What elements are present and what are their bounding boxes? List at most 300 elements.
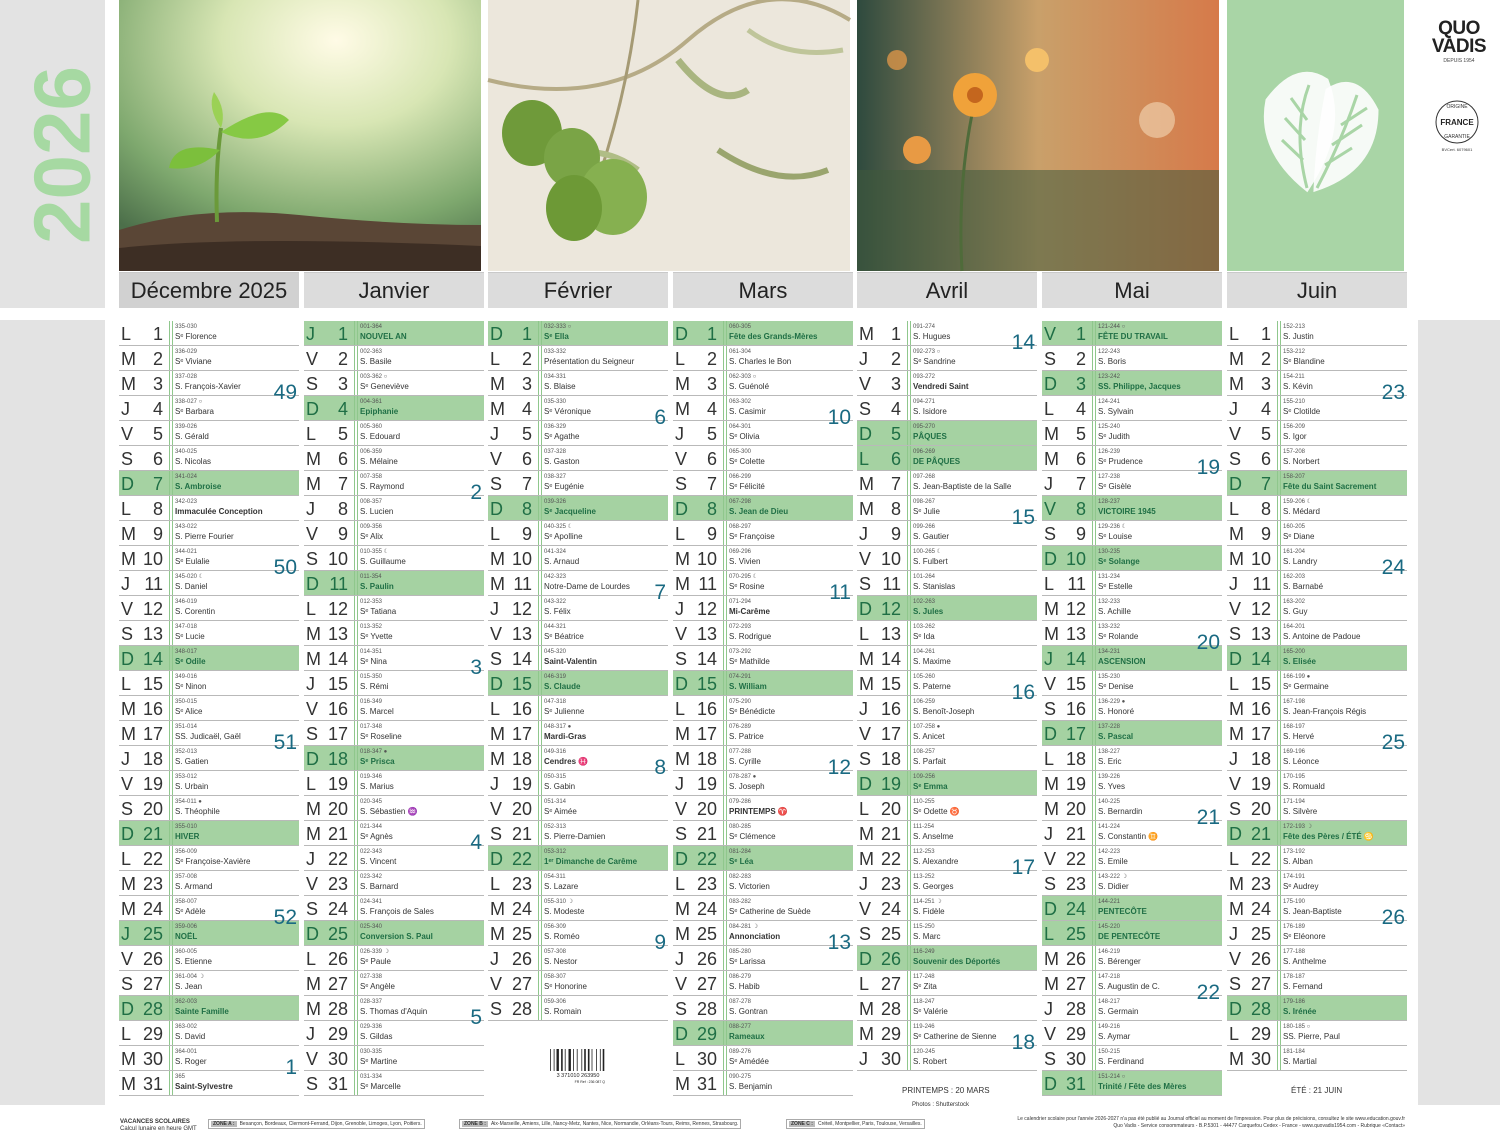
- saint-name: S. Barnard: [360, 882, 399, 891]
- saint-name: Sᵉ Estelle: [1098, 582, 1133, 591]
- row-separator: [1277, 971, 1281, 995]
- day-number: 6: [337, 449, 348, 469]
- day-of-year: 031-334: [360, 1074, 383, 1080]
- weekday-letter: D: [675, 499, 688, 519]
- day-of-year: 363-002: [175, 1024, 198, 1030]
- saint-name: S. Urbain: [175, 782, 209, 791]
- day-number: 14: [142, 649, 163, 669]
- day-row: [488, 971, 668, 996]
- weekday-letter: L: [1044, 399, 1055, 419]
- day-of-year: 155-210: [1283, 399, 1306, 405]
- weekday-letter: M: [675, 574, 690, 594]
- saint-name: S. Modeste: [544, 907, 585, 916]
- weekday-letter: L: [121, 499, 132, 519]
- day-number: 3: [706, 374, 717, 394]
- day-of-year: 035-330: [544, 399, 567, 405]
- day-row: [673, 321, 853, 346]
- zone-b-tag: ZONE B :: [464, 1121, 486, 1127]
- saint-name: ASCENSION: [1098, 657, 1146, 666]
- day-row: [119, 646, 299, 671]
- day-number: 5: [706, 424, 717, 444]
- day-number: 24: [696, 899, 717, 919]
- row-separator: [169, 746, 173, 770]
- row-separator: [354, 621, 358, 645]
- weekday-letter: V: [306, 699, 319, 719]
- day-of-year: 134-231: [1098, 649, 1121, 655]
- day-row: [304, 871, 484, 896]
- row-separator: [1092, 571, 1096, 595]
- day-number: 4: [1260, 399, 1271, 419]
- saint-name: S. Pascal: [1098, 732, 1134, 741]
- day-of-year: 104-261: [913, 649, 936, 655]
- row-separator: [354, 971, 358, 995]
- day-number: 30: [696, 1049, 717, 1069]
- day-of-year: 016-349: [360, 699, 383, 705]
- row-separator: [907, 571, 911, 595]
- weekday-letter: S: [675, 649, 688, 669]
- day-row: [673, 1071, 853, 1096]
- row-separator: [538, 596, 542, 620]
- weekday-letter: S: [675, 824, 688, 844]
- saint-name: NOËL: [175, 932, 198, 941]
- day-number: 10: [696, 549, 717, 569]
- day-row: [119, 696, 299, 721]
- week-number: 23: [1381, 381, 1405, 404]
- day-number: 18: [327, 749, 348, 769]
- saint-name: Sᵉ Angèle: [360, 982, 395, 991]
- day-row: [1227, 446, 1407, 471]
- day-of-year: 148-217: [1098, 999, 1121, 1005]
- saint-name: S. Justin: [1283, 332, 1314, 341]
- weekday-letter: S: [1229, 449, 1242, 469]
- day-row: [857, 321, 1037, 346]
- day-number: 31: [1065, 1074, 1086, 1094]
- row-separator: [354, 421, 358, 445]
- row-separator: [723, 346, 727, 370]
- saint-name: S. Roger: [175, 1057, 207, 1066]
- day-number: 17: [327, 724, 348, 744]
- day-number: 4: [521, 399, 532, 419]
- row-separator: [538, 971, 542, 995]
- day-number: 22: [1065, 849, 1086, 869]
- saint-name: S. Stanislas: [913, 582, 956, 591]
- saint-name: Trinité / Fête des Mères: [1098, 1082, 1187, 1091]
- saint-name: Sᵉ Odile: [175, 657, 206, 666]
- weekday-letter: M: [859, 324, 874, 344]
- row-separator: [538, 771, 542, 795]
- day-number: 27: [511, 974, 532, 994]
- day-row: [488, 796, 668, 821]
- row-separator: [907, 1046, 911, 1070]
- day-row: [673, 996, 853, 1021]
- day-row: [1042, 321, 1222, 346]
- day-row: [673, 796, 853, 821]
- day-of-year: 096-269: [913, 449, 936, 455]
- saint-name: Sᵉ Nina: [360, 657, 387, 666]
- weekday-letter: L: [859, 449, 870, 469]
- day-row: [1227, 921, 1407, 946]
- day-of-year: 077-288: [729, 749, 752, 755]
- weekday-letter: D: [306, 924, 319, 944]
- day-of-year: 050-315: [544, 774, 567, 780]
- day-row: [857, 696, 1037, 721]
- weekday-letter: M: [490, 374, 505, 394]
- day-row: [673, 671, 853, 696]
- saint-name: S. Rodrigue: [729, 632, 772, 641]
- row-separator: [538, 371, 542, 395]
- weekday-letter: V: [1044, 674, 1057, 694]
- row-separator: [538, 721, 542, 745]
- weekday-letter: L: [490, 349, 501, 369]
- day-number: 30: [880, 1049, 901, 1069]
- row-separator: [169, 571, 173, 595]
- day-row: [1042, 1021, 1222, 1046]
- day-of-year: 153-212: [1283, 349, 1306, 355]
- row-separator: [723, 446, 727, 470]
- row-separator: [169, 1071, 173, 1095]
- weekday-letter: L: [1044, 924, 1055, 944]
- day-row: [488, 646, 668, 671]
- row-separator: [1092, 446, 1096, 470]
- zone-c-tag: ZONE C :: [791, 1121, 813, 1127]
- row-separator: [1092, 921, 1096, 945]
- saint-name: Sᵉ Aimée: [544, 807, 577, 816]
- day-row: [488, 371, 668, 396]
- weekday-letter: D: [1229, 474, 1242, 494]
- weekday-letter: L: [1229, 499, 1240, 519]
- day-row: [857, 921, 1037, 946]
- weekday-letter: M: [1044, 449, 1059, 469]
- row-separator: [354, 1046, 358, 1070]
- row-separator: [169, 696, 173, 720]
- day-number: 6: [890, 449, 901, 469]
- season-spring: PRINTEMPS : 20 MARS: [902, 1086, 990, 1095]
- day-row: [673, 1021, 853, 1046]
- weekday-letter: J: [859, 874, 868, 894]
- row-separator: [1092, 896, 1096, 920]
- weekday-letter: J: [1044, 999, 1053, 1019]
- row-separator: [354, 446, 358, 470]
- weekday-letter: J: [121, 749, 130, 769]
- saint-name: Sᵉ Françoise-Xavière: [175, 857, 251, 866]
- day-of-year: 139-226: [1098, 774, 1121, 780]
- saint-name: Sᵉ Léa: [729, 857, 754, 866]
- row-separator: [169, 421, 173, 445]
- weekday-letter: V: [859, 374, 872, 394]
- day-of-year: 132-233: [1098, 599, 1121, 605]
- row-separator: [354, 1071, 358, 1095]
- saint-name: Sᵉ Gisèle: [1098, 482, 1132, 491]
- day-number: 30: [327, 1049, 348, 1069]
- row-separator: [538, 696, 542, 720]
- week-number: 25: [1381, 731, 1405, 754]
- day-row: [673, 696, 853, 721]
- day-number: 19: [1250, 774, 1271, 794]
- day-row: [304, 1046, 484, 1071]
- weekday-letter: M: [1229, 724, 1244, 744]
- day-row: [488, 696, 668, 721]
- day-of-year: 094-271: [913, 399, 936, 405]
- brand-since: DEPUIS 1954: [1443, 58, 1475, 64]
- day-list: [119, 321, 299, 1096]
- row-separator: [354, 871, 358, 895]
- weekday-letter: D: [859, 949, 872, 969]
- day-row: [673, 396, 853, 421]
- row-separator: [169, 971, 173, 995]
- day-of-year: 167-198: [1283, 699, 1306, 705]
- row-separator: [1092, 771, 1096, 795]
- barcode-bar: [600, 1049, 601, 1071]
- day-number: 13: [327, 624, 348, 644]
- day-row: [857, 846, 1037, 871]
- saint-name: S. François de Sales: [360, 907, 434, 916]
- day-of-year: 015-350: [360, 674, 383, 680]
- day-row: [304, 671, 484, 696]
- day-row: [673, 496, 853, 521]
- row-separator: [1277, 921, 1281, 945]
- day-of-year: 028-337: [360, 999, 383, 1005]
- day-number: 7: [1075, 474, 1086, 494]
- weekday-letter: D: [1044, 724, 1057, 744]
- day-number: 24: [142, 899, 163, 919]
- day-of-year: 159-206 ☾: [1283, 499, 1313, 505]
- day-number: 1: [1075, 324, 1086, 344]
- day-of-year: 037-328: [544, 449, 567, 455]
- row-separator: [1277, 696, 1281, 720]
- saint-name: S. William: [729, 682, 767, 691]
- day-of-year: 004-361: [360, 399, 383, 405]
- day-of-year: 116-249: [913, 949, 935, 955]
- day-number: 9: [1075, 524, 1086, 544]
- day-row: [857, 396, 1037, 421]
- saint-name: Sᵉ Roseline: [360, 732, 402, 741]
- day-number: 10: [1250, 549, 1271, 569]
- row-separator: [1092, 1021, 1096, 1045]
- day-row: [304, 996, 484, 1021]
- day-of-year: 026-339 ☽: [360, 949, 390, 955]
- day-row: [673, 746, 853, 771]
- day-number: 8: [337, 499, 348, 519]
- weekday-letter: S: [1229, 974, 1242, 994]
- row-separator: [907, 346, 911, 370]
- day-row: [488, 496, 668, 521]
- saint-name: Fête des Pères / ÉTÉ ♋: [1283, 832, 1374, 841]
- barcode-bar: [565, 1049, 566, 1071]
- day-number: 10: [327, 549, 348, 569]
- day-of-year: 022-343: [360, 849, 383, 855]
- day-row: [119, 1071, 299, 1096]
- day-of-year: 017-348: [360, 724, 383, 730]
- row-separator: [169, 521, 173, 545]
- day-row: [1042, 646, 1222, 671]
- weekday-letter: V: [675, 974, 688, 994]
- day-number: 2: [890, 349, 901, 369]
- day-row: [119, 721, 299, 746]
- day-of-year: 342-023: [175, 499, 198, 505]
- saint-name: Sᵉ Tatiana: [360, 607, 397, 616]
- week-number: 18: [1011, 1031, 1035, 1054]
- day-row: [857, 796, 1037, 821]
- saint-name: S. Isidore: [913, 407, 947, 416]
- weekday-letter: L: [859, 799, 870, 819]
- day-number: 19: [327, 774, 348, 794]
- day-number: 8: [152, 499, 163, 519]
- week-number: 16: [1011, 681, 1035, 704]
- saint-name: S. Habib: [729, 982, 760, 991]
- day-number: 2: [706, 349, 717, 369]
- photo-credit: Photos : Shutterstock: [912, 1102, 970, 1108]
- day-of-year: 348-017: [175, 649, 198, 655]
- day-row: [119, 596, 299, 621]
- row-separator: [723, 846, 727, 870]
- day-row: [1042, 546, 1222, 571]
- day-number: 21: [511, 824, 532, 844]
- saint-name: S. Bernardin: [1098, 807, 1143, 816]
- contact-note: Quo Vadis - Service consommateurs - B.P.5301 - 44477 Carquefou Cedex - France - www.quovadis1954.com - Rubrique «Contact»: [1113, 1123, 1405, 1129]
- day-of-year: 010-355 ☾: [360, 549, 390, 555]
- row-separator: [354, 746, 358, 770]
- day-number: 11: [144, 574, 163, 594]
- lunar-note: Calcul lunaire en heure GMT: [120, 1126, 197, 1132]
- saint-name: S. Corentin: [175, 607, 216, 616]
- day-number: 31: [696, 1074, 717, 1094]
- day-of-year: 154-211: [1283, 374, 1305, 380]
- weekday-letter: M: [675, 749, 690, 769]
- row-separator: [907, 446, 911, 470]
- day-of-year: 043-322: [544, 599, 567, 605]
- brand-logo: [1418, 20, 1500, 64]
- saint-name: Présentation du Seigneur: [544, 357, 635, 366]
- day-number: 5: [1260, 424, 1271, 444]
- day-row: [304, 1021, 484, 1046]
- row-separator: [1277, 446, 1281, 470]
- day-of-year: 072-293: [729, 624, 752, 630]
- row-separator: [1092, 721, 1096, 745]
- saint-name: Sᵉ Honorine: [544, 982, 587, 991]
- row-separator: [723, 696, 727, 720]
- weekday-letter: D: [859, 424, 872, 444]
- row-separator: [538, 921, 542, 945]
- day-row: [673, 446, 853, 471]
- saint-name: Sᵉ Prisca: [360, 757, 395, 766]
- day-number: 3: [890, 374, 901, 394]
- saint-name: S. David: [175, 1032, 206, 1041]
- weekday-letter: S: [306, 549, 319, 569]
- row-separator: [907, 471, 911, 495]
- day-row: [488, 396, 668, 421]
- saint-name: S. Bérenger: [1098, 957, 1141, 966]
- day-row: [1227, 971, 1407, 996]
- row-separator: [538, 796, 542, 820]
- weekday-letter: J: [675, 599, 684, 619]
- row-separator: [723, 771, 727, 795]
- saint-name: Rameaux: [729, 1032, 765, 1041]
- row-separator: [1092, 371, 1096, 395]
- row-separator: [1092, 396, 1096, 420]
- weekday-letter: D: [306, 749, 319, 769]
- weekday-letter: M: [1044, 974, 1059, 994]
- day-number: 11: [698, 574, 717, 594]
- row-separator: [354, 496, 358, 520]
- row-separator: [1092, 471, 1096, 495]
- day-number: 14: [1250, 649, 1271, 669]
- saint-name: S. Hugues: [913, 332, 951, 341]
- row-separator: [1277, 846, 1281, 870]
- day-of-year: 352-013: [175, 749, 198, 755]
- day-number: 25: [327, 924, 348, 944]
- day-of-year: 113-252: [913, 874, 935, 880]
- day-number: 11: [882, 574, 901, 594]
- day-row: [1227, 946, 1407, 971]
- day-row: [1042, 1046, 1222, 1071]
- weekday-letter: L: [121, 849, 132, 869]
- weekday-letter: S: [121, 449, 134, 469]
- row-separator: [538, 621, 542, 645]
- weekday-letter: M: [859, 999, 874, 1019]
- day-row: [673, 821, 853, 846]
- weekday-letter: M: [490, 549, 505, 569]
- day-number: 15: [880, 674, 901, 694]
- weekday-letter: V: [490, 799, 503, 819]
- row-separator: [354, 921, 358, 945]
- day-number: 5: [890, 424, 901, 444]
- weekday-letter: V: [306, 874, 319, 894]
- weekday-letter: M: [121, 349, 136, 369]
- day-row: [1227, 796, 1407, 821]
- day-number: 10: [511, 549, 532, 569]
- day-number: 15: [1065, 674, 1086, 694]
- saint-name: S. Parfait: [913, 757, 946, 766]
- row-separator: [907, 721, 911, 745]
- row-separator: [1277, 1021, 1281, 1045]
- month-february: [488, 272, 668, 1019]
- month-december-2025: [119, 272, 299, 1094]
- row-separator: [1277, 396, 1281, 420]
- day-number: 13: [880, 624, 901, 644]
- saint-name: Sᵉ Amédée: [729, 1057, 769, 1066]
- row-separator: [723, 546, 727, 570]
- saint-name: S. Roméo: [544, 932, 580, 941]
- day-number: 23: [1065, 874, 1086, 894]
- saint-name: S. Guy: [1283, 607, 1308, 616]
- zone-a: [208, 1119, 425, 1129]
- weekday-letter: L: [675, 349, 686, 369]
- day-of-year: 101-264: [913, 574, 936, 580]
- weekday-letter: L: [1229, 674, 1240, 694]
- saint-name: S. Barnabé: [1283, 582, 1324, 591]
- weekday-letter: M: [675, 549, 690, 569]
- row-separator: [907, 1021, 911, 1045]
- day-number: 20: [327, 799, 348, 819]
- day-row: [857, 996, 1037, 1021]
- row-separator: [1092, 421, 1096, 445]
- row-separator: [907, 871, 911, 895]
- day-of-year: 142-223: [1098, 849, 1121, 855]
- saint-name: S. Robert: [913, 1057, 947, 1066]
- day-number: 14: [511, 649, 532, 669]
- row-separator: [723, 571, 727, 595]
- weekday-letter: M: [859, 674, 874, 694]
- saint-name: Sᵉ Florence: [175, 332, 217, 341]
- day-row: [304, 846, 484, 871]
- day-number: 25: [142, 924, 163, 944]
- weekday-letter: L: [490, 874, 501, 894]
- saint-name: Conversion S. Paul: [360, 932, 433, 941]
- day-number: 7: [152, 474, 163, 494]
- day-of-year: 009-356: [360, 524, 383, 530]
- weekday-letter: J: [1044, 649, 1053, 669]
- weekday-letter: J: [1229, 924, 1238, 944]
